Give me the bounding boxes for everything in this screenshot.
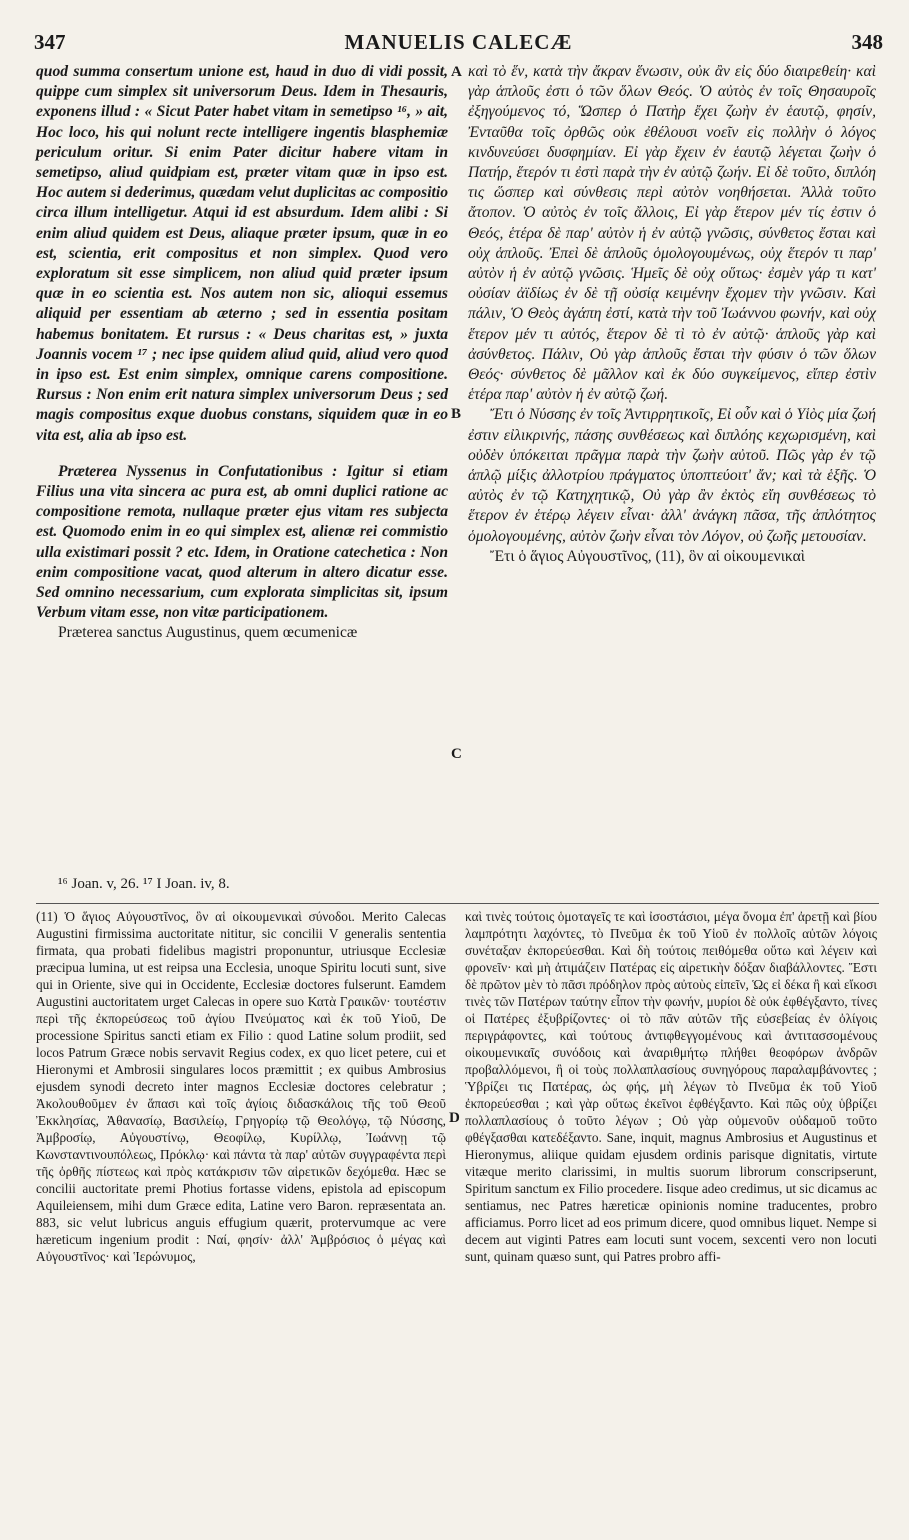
margin-marker-a: A [451, 64, 462, 80]
note-11-right: καὶ τινὲς τούτοις ὁμοταγεῖς τε καὶ ἰσοστάσιοι, μέγα ὄνομα ἐπ' ἀρετῇ καὶ βίου λαμπρότητι λαχόντες, τὸ Πνεῦμα ἐκ τοῦ Υἱοῦ ἐν πολλοῖς αὐτῶν λόγοις συνέταξαν ἐκπορεύεσθαι. Καὶ δὴ τούτοις πειθόμεθα οὕτω καὶ λέγειν καὶ φρονεῖν· καὶ μὴ ἀτιμάζειν Πατέρας εἰς αἱρετικὴν δόξαν διαβάλλοντες. Ἔστι δὲ πρῶτον μὲν τὸ πᾶσι πρόδηλον πρὸς αὐτοὺς εἰπεῖν, Ὡς εἰ δέκα ἢ καὶ εἴκοσι τινὲς τῶν Πατέρων ταύτην εἶπον τὴν φωνήν, μυρίοι δὲ οὐκ ἐφθέγξαντο, τίνες οἱ Πατέρες ἐξυβρίζοντες· οἱ τὸ πᾶν αὐτῶν τῆς εὐσεβείας ἐν ὀλίγοις περιγράφοντες, καὶ τούτους ἀντιφθεγγομένους καὶ ἀντιτασσομένους οἰκουμενικαῖς συνόδοις καὶ ἀναριθμήτῳ πλήθει θεοφόρων ἀνδρῶν προβαλλόμενοι, ἢ οἱ τοὺς πολλαπλασίους συνηγόρους παραλαμβάνοντες ; Ὑβρίζει τις Πατέρας, ὡς φής, μὴ λέγων τὸ Πνεῦμα ἐκ τοῦ Υἱοῦ ἐκπορεύεσθαι ; καὶ γὰρ οὕτως ἐκεῖνοι ἐφθέγξαντο. Καὶ πῶς οὐχ ὑβρίζει πολλαπλασίους ὁ τοῦτο λέγων ; Οὐ γὰρ οὐμενοῦν οὐδαμοῦ τοῦτο φθέγξασθαι κατεδέξαντο. Sane, inquit, magnus Ambrosius et Augustinus et Hieronymus, aliique quidam ejusdem ordinis parisque dignitatis, virtute vitæque merito clarissimi, in multis suorum librorum conscripserunt, Spiritum sanctum ex Filio procedere. Iisque adeo credimus, ut sic dicamus ac sentiamus, nec Patres hæreticæ opinionis nomine traducentes, probro afficiamus. Porro licet ad eos primum dicere, quod omnibus liquet. Nempe si decem aut viginti Patres eam locuti sunt vocem, sexcenti vero non locuti sunt, quinam quæso sunt, qui Patres probro affi- [465, 909, 877, 1264]
greek-paragraph-3: Ἔτι ὁ ἅγιος Αὐγουστῖνος, (11), ὃν αἱ οἰκουμενικαὶ [490, 547, 805, 565]
running-header [34, 30, 883, 58]
latin-paragraph-2: Præterea Nyssenus in Confutationibus : Igitur si etiam Filius una vita sincera ac pura est, ab omni duplici ratione ac compositione remota, nullaque præter ejus vitam res subjecta est. Quomodo enim in eo qui simplex est, alienæ rei commistio ulla existimari possit ? etc. Idem, in Oratione catechetica : Non enim compositione vacat, quod alterum in altero dicatur esse. Sed omnino necessarium, cum explorata simplicitas sit, ipsum Verbum vitam esse, non vitæ participationem. [36, 462, 448, 622]
greek-paragraph-1: καὶ τὸ ἕν, κατὰ τὴν ἄκραν ἕνωσιν, οὐκ ἂν εἰς δύο διαιρεθείη· καὶ γὰρ ἁπλοῦς ἐστι ὁ τῶν ὅλων Θεός. Ὁ αὐτὸς ἐν τοῖς Θησαυροῖς ἐξηγούμενος τό, Ὥσπερ ὁ Πατὴρ ἔχει ζωὴν ἐν ἑαυτῷ, φησίν, Ἐνταῦθα τοῖς ὀρθῶς οὐκ ἐθέλουσι νοεῖν εἰς πολλὴν ὁ λόγος κινδυνεύσει δυσφημίαν. Εἰ γὰρ ἔχειν ἐν ἑαυτῷ λέγεται ζωὴν ὁ Πατήρ, ἕτερόν τι ἐστὶ παρὰ τὴν ἐν αὐτῷ ζωήν. Εἰ δὲ τοῦτο, διπλόη τις ὥσπερ καὶ σύνθεσις περὶ αὐτὸν νοηθήσεται. Ἀλλὰ τοῦτο ἄτοπον. Ὁ αὐτὸς ἐν τοῖς ἄλλοις, Εἰ γὰρ ἕτερον μέν τίς ἐστιν ὁ Θεός, ἑτέρα δὲ παρ' αὐτὸν ἡ ἐν αὐτῷ γνῶσις, σύνθετος ἔσται καὶ οὐχ ἁπλοῦς. Ἐπεὶ δὲ ἁπλοῦς ὁμολογουμένως, οὐχ ἕτερόν τι παρ' αὐτὸν ἡ ἐν αὐτῷ γνῶσις. Ἡμεῖς δὲ οὐχ οὕτως· ἐσμὲν γάρ τι κατ' οὐσίαν ἀϊδίως ἐν δὲ τῇ οὐσίᾳ κειμένην ἔχομεν τὴν γνῶσιν. Καὶ πάλιν, Ὁ Θεὸς ἀγάπη ἐστί, κατὰ τὴν τοῦ Ἰωάννου φωνήν, καὶ οὐχ ἕτερον μέν τι αὐτός, ἕτερον δὲ τὶ τὸ ἐν αὐτῷ· ἁπλοῦς γὰρ καὶ ἀσύνθετος. Πάλιν, Οὐ γὰρ ἁπλοῦς ἔσται τὴν φύσιν ὁ τῶν ὅλων Θεός· σύνθετος δὲ μᾶλλον καὶ ἐκ δύο συγκείμενος, εἴπερ ἐστὶν ἑτέρα παρ' αὐτὸν ἡ ἐν αὐτῷ ζωή. [468, 63, 876, 404]
note-11-left: (11) Ὁ ἅγιος Αὐγουστῖνος, ὃν αἱ οἰκουμενικαὶ σύνοδοι. Merito Calecas Augustini firmissima auctoritate nititur, sic concilii V generalis sententia firmata, qua probati fidelibus magistri proponuntur, utriusque Ecclesiæ præcipua lumina, ut est reipsa una Ecclesia, unoque Spiritu locuti sunt, sive qui in Oriente, sive qui in Occidente, Ecclesiæ doctores fulserunt. Eamdem Augustini auctoritatem urget Calecas in opere suo Κατὰ Γραικῶν· τουτέστιν περὶ τῆς ἐκπορεύσεως τοῦ ἁγίου Πνεύματος καὶ ἐκ τοῦ Υἱοῦ, De processione Spiritus sancti etiam ex Filio : quod Latine solum prodiit, sed locos Patrum Græce nobis servavit Regius codex, ex quo licet petere, cui et Hieronymi et Ambrosii singulares locos præmittit ; ex quibus Ambrosius ejusdem synodi decreto inter magnos Ecclesiæ doctores celebratur ; Ἀκολουθοῦμεν ἐν ἅπασι καὶ τοῖς ἁγίοις διδασκάλοις τῆς τοῦ Θεοῦ Ἐκκλησίας, Ἀθανασίῳ, Βασιλείῳ, Γρηγορίῳ τῷ Θεολόγῳ, τῷ Νύσσης, Ἀμβροσίῳ, Αὐγουστίνῳ, Θεοφίλῳ, Κυρίλλῳ, Ἰωάννῃ τῷ Κωνσταντινουπόλεως, Πρόκλῳ· καὶ πάντα τὰ παρ' αὐτῶν συγγραφέντα περὶ τῆς ὀρθῆς πίστεως καὶ πρὸς κατάκρισιν τῶν αἱρετικῶν δεχόμεθα. Hæc se concilii auctoritate premi Photius fortasse videns, epistola ad episcopum Aquileiensem, mihi dum Græce edita, Latine vero Baron. repræsentata an. 883, sic velut lubricus anguis effugium quærit, protervumque ac vere hæreticum ingenium prodit : Ναί, φησίν· ἀλλ' Ἀμβρόσιος ὁ μέγας καὶ Αὐγουστῖνος· καὶ Ἱερώνυμος, [36, 909, 446, 1264]
latin-column [36, 62, 448, 644]
footnote-divider [36, 903, 879, 904]
notes-left-column [36, 908, 446, 1265]
margin-marker-c: C [451, 746, 462, 762]
page-number-right: 348 [851, 30, 883, 54]
latin-paragraph-1: quod summa consertum unione est, haud in duo di vidi possit, quippe cum simplex sit universorum Deus. Idem in Thesauris, exponens illud : « Sicut Pater habet vitam in semetipso ¹⁶, » ait, Hoc loco, his qui nolunt recte intelligere ingentis blasphemiæ periculum oritur. Si enim Pater dicitur habere vitam in semetipso, aliud quidpiam est, præter vitam quæ in ipso est. Hoc autem si dederimus, quædam velut duplicitas ac compositio circa illum intelligetur. Atqui id est absurdum. Idem alibi : Si enim aliud quidem est Deus, aliaque præter ipsum, quæ in eo est, scientia, erit compositus et non simplex. Quod vero exploratum sit esse simplicem, non aliud quid præter ipsum quæ in eo scientia est. Nos autem non sic, alioqui essemus aliquid per essentiam ab æterno ; sed in essentia positam habemus bonitatem. Et rursus : « Deus charitas est, » juxta Joannis vocem ¹⁷ ; nec ipse quidem aliud quid, aliud vero quod in ipso est. Est enim simplex, omnique carens compositione. Rursus : Non enim erit natura simplex universorum Deus ; sed magis compositus exque duobus constans, siquidem quæ in eo vita est, alia ab ipso est. [36, 63, 448, 444]
greek-column [468, 62, 876, 567]
footnotes: ¹⁶ Joan. v, 26. ¹⁷ I Joan. iv, 8. [58, 876, 230, 892]
running-title: MANUELIS CALECÆ [344, 30, 573, 54]
margin-marker-b: B [451, 406, 462, 422]
margin-marker-d: D [449, 1110, 460, 1126]
notes-right-column [465, 908, 877, 1265]
latin-paragraph-3: Præterea sanctus Augustinus, quem œcumenicæ [58, 624, 358, 642]
greek-paragraph-2: Ἔτι ὁ Νύσσης ἐν τοῖς Ἀντιρρητικοῖς, Εἰ οὖν καὶ ὁ Υἱὸς μία ζωή ἐστιν εἰλικρινής, πάσης συνθέσεως καὶ διπλόης κεχωρισμένη, καὶ οὐδὲν ὑπόκειται πρᾶγμα παρὰ τὴν ζωὴν αὐτοῦ. Πῶς γὰρ ἐν τῷ ἁπλῷ μίξις ἀλλοτρίου πράγματος ὑποπτεύοιτ' ἄν; καὶ τὰ ἑξῆς. Ὁ αὐτὸς ἐν τῷ Κατηχητικῷ, Οὐ γὰρ ἂν ἐκτὸς εἴη συνθέσεως τὸ ἕτερον ἐν ἑτέρῳ λέγειν εἶναι· ἀλλ' ἀνάγκη πᾶσα, τῆς ἁπλότητος ὁμολογουμένης, αὐτὸν ζωὴν εἶναι τὸν Λόγον, οὐ ζωῆς μετουσίαν. [468, 406, 876, 545]
page-number-left: 347 [34, 30, 66, 54]
